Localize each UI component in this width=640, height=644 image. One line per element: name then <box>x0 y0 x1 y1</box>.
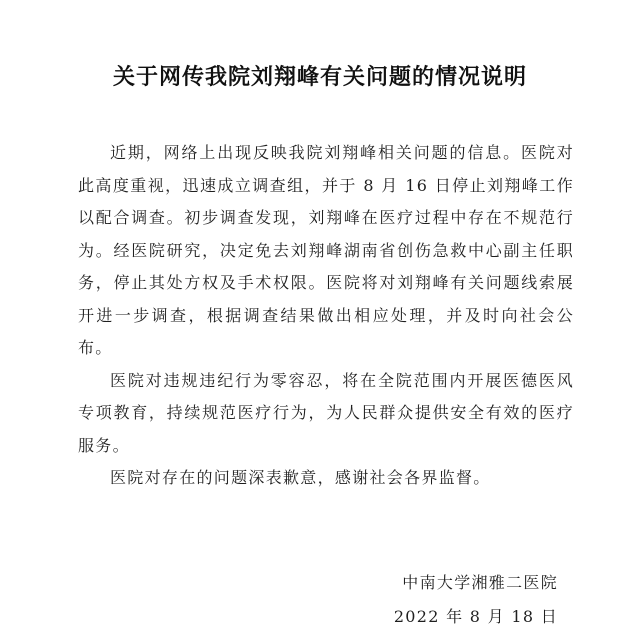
signature-date: 2022 年 8 月 18 日 <box>393 607 558 626</box>
document-body <box>78 137 574 495</box>
document-title: 关于网传我院刘翔峰有关问题的情况说明 <box>112 65 527 90</box>
signature-block <box>394 566 558 634</box>
signature-organization: 中南大学湘雅二医院 <box>402 573 558 592</box>
paragraph-1: 近期，网络上出现反映我院刘翔峰相关问题的信息。医院对此高度重视，迅速成立调查组，并于 8 月 16 日停止刘翔峰工作以配合调查。初步调查发现，刘翔峰在医疗过程中存在不规范行为。经医院研究，决定免去刘翔峰湖南省创伤急救中心副主任职务，停止其处方权及手术权限。医院将对刘翔峰有关问题线索展开进一步调查，根据调查结果做出相应处理，并及时向社会公布。 <box>78 143 574 357</box>
paragraph-2: 医院对违规违纪行为零容忍，将在全院范围内开展医德医风专项教育，持续规范医疗行为，为人民群众提供安全有效的医疗服务。 <box>78 370 574 455</box>
paragraph-3: 医院对存在的问题深表歉意，感谢社会各界监督。 <box>110 468 491 487</box>
